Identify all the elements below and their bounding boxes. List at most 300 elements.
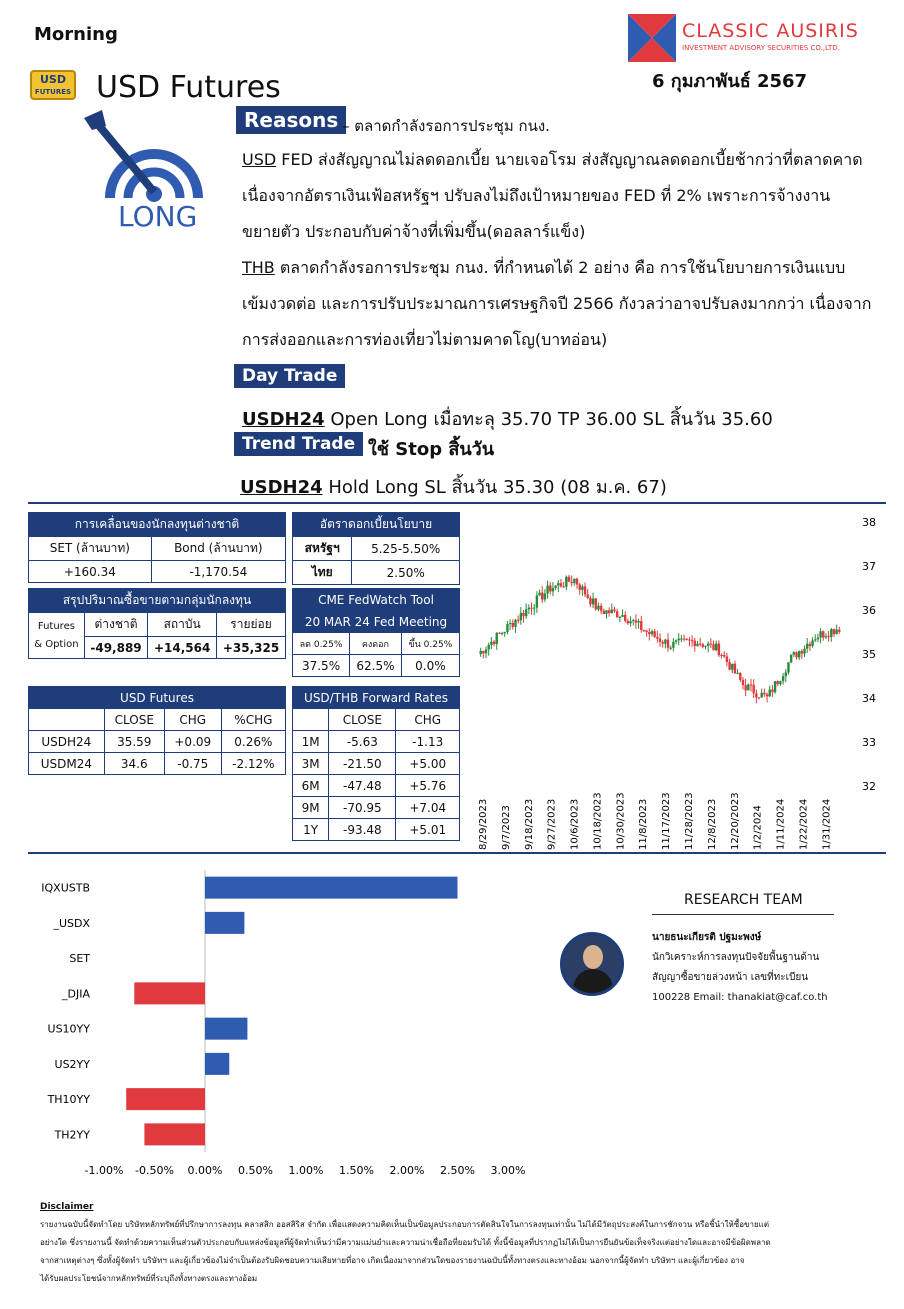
candle-body (629, 621, 631, 623)
candle-body (635, 620, 637, 622)
bar (205, 1018, 247, 1040)
policy-rate-table (292, 512, 460, 585)
category-label: SET (69, 952, 90, 966)
policy-country: สหรัฐฯ (293, 537, 352, 561)
cell: -1.13 (396, 731, 460, 753)
candle-body (517, 620, 519, 621)
divider-top (28, 502, 886, 504)
research-role-1: นักวิเคราะห์การลงทุนปัจจัยพื้นฐานด้าน (652, 952, 820, 963)
candle-body (520, 613, 522, 620)
candle-body (731, 664, 733, 670)
bar (205, 877, 458, 899)
cell: -47.48 (329, 775, 396, 797)
candle-body (782, 676, 784, 681)
x-tick-label: 12/20/2023 (729, 792, 741, 850)
candle-body (747, 685, 749, 691)
x-tick-label: 3.00% (490, 1164, 526, 1177)
candle-body (573, 579, 575, 583)
candle-body (758, 697, 760, 698)
candle-body (608, 610, 610, 613)
candle-body (817, 638, 819, 640)
candle-body (680, 639, 682, 640)
x-tick-label: 1/11/2024 (775, 798, 787, 850)
usd-line-3: ขยายตัว ประกอบกับค่าจ้างที่เพิ่มขึ้น(ดอลลาร์แข็ง) (242, 222, 586, 241)
candle-body (667, 640, 669, 648)
candle-body (774, 681, 776, 692)
candle-body (632, 620, 634, 621)
candle-body (600, 606, 602, 611)
candle-body (581, 586, 583, 589)
candle-body (785, 672, 787, 676)
candle-body (742, 680, 744, 685)
candle-body (493, 642, 495, 644)
usd-futures-header (29, 709, 105, 731)
candle-body (798, 651, 800, 657)
day-trade-symbol: USDH24 (242, 409, 325, 430)
investor-row-label (29, 613, 85, 659)
fedwatch-title: CME FedWatch Tool (293, 589, 460, 611)
candle-body (752, 685, 754, 693)
x-tick-label: 1.00% (288, 1164, 324, 1177)
x-tick-label: 0.50% (238, 1164, 273, 1177)
trend-trade-symbol: USDH24 (240, 477, 323, 498)
candle-body (790, 655, 792, 663)
disclaimer-line: รายงานฉบับนี้จัดทำโดย บริษัทหลักทรัพย์ที่ปรึกษาการลงทุน คลาสสิก ออสสิริส จำกัด เพื่อแสดงความคิดเห็นเป็นข้อมูลประกอบการตัดสินใจในการลงทุนเท่านั้น ไม่ได้มีวัตถุประสงค์ในการชักจวน หรือชี้นำให้ซื้อขายแต่ (40, 1220, 770, 1229)
category-label: TH10YY (47, 1093, 90, 1107)
candle-body (597, 606, 599, 610)
badge-bottom-text: FUTURES (34, 88, 72, 96)
table-row (293, 731, 460, 753)
foreign-flow-title: การเคลื่อนของนักลงทุนต่างชาติ (29, 513, 286, 537)
cell: +7.04 (396, 797, 460, 819)
foreign-flow-table (28, 512, 286, 583)
x-tick-label: 10/6/2023 (569, 798, 581, 850)
candle-body (694, 641, 696, 646)
research-name: นายธนะเกียรติ ปฐมะพงษ์ (652, 932, 762, 943)
candle-body (661, 642, 663, 644)
usd-futures-header: CHG (164, 709, 221, 731)
candle-body (659, 639, 661, 642)
candle-body (479, 651, 481, 654)
candle-body (777, 681, 779, 684)
table-row (293, 797, 460, 819)
brand-logo-icon (628, 14, 676, 62)
category-label: _DJIA (62, 987, 90, 1001)
report-date: 6 กุมภาพันธ์ 2567 (652, 71, 808, 92)
bar (205, 912, 244, 934)
usd-futures-title: USD Futures (29, 687, 286, 709)
candle-body (616, 611, 618, 617)
candle-body (530, 608, 532, 609)
usd-line-2: เนื่องจากอัตราเงินเฟ้อสหรัฐฯ ปรับลงไม่ถึงเป้าหมายของ FED ที่ 2% เพราะการจ้างงาน (242, 186, 831, 205)
candle-body (830, 629, 832, 637)
candle-body (761, 693, 763, 698)
candle-body (554, 585, 556, 587)
avatar (560, 932, 624, 996)
candle-body (664, 640, 666, 644)
candle-body (525, 609, 527, 616)
disclaimer-line: อย่างใด ซึ่งรายงานนี้ จัดทำด้วยความเห็นส่วนตัวประกอบกับแหล่งข้อมูลที่ผู้จัดทำเห็นว่ามีความแม่นยำและความน่าเชื่อถือที่ยอมรับได้ ทั้งนี้ข้อมูลที่ปรากฏไม่ได้เป็นการยืนยันข้อเท็จจริงแต่อย่างใดและอาจมีข้อผิดพลาด (40, 1238, 771, 1247)
candle-body (562, 586, 564, 587)
candle-body (621, 615, 623, 617)
x-tick-label: 2.00% (389, 1164, 425, 1177)
research-title-underline (652, 914, 834, 915)
candle-body (702, 644, 704, 647)
candle-body (825, 636, 827, 637)
candle-body (549, 585, 551, 591)
candle-body (691, 640, 693, 641)
candle-body (715, 644, 717, 651)
day-trade-line (242, 404, 773, 433)
y-tick-label: 36 (862, 604, 876, 617)
usd-line-1: FED ส่งสัญญาณไม่ลดดอกเบี้ย นายเจอโรม ส่งสัญญาณลดดอกเบี้ยช้ากว่าที่ตลาดคาด (281, 150, 863, 169)
candle-body (710, 644, 712, 645)
table-row (29, 731, 286, 753)
trend-trade-text: Hold Long SL สิ้นวัน 35.30 (08 ม.ค. 67) (328, 477, 667, 498)
research-role-2: สัญญาซื้อขายล่วงหน้า เลขที่ทะเบียน (652, 972, 809, 983)
thb-tag: THB (242, 258, 275, 277)
y-tick-label: 33 (862, 736, 876, 749)
x-tick-label: 1.50% (339, 1164, 374, 1177)
cell: +5.76 (396, 775, 460, 797)
x-tick-label: 9/18/2023 (523, 798, 535, 850)
candle-body (720, 655, 722, 656)
candle-body (490, 642, 492, 645)
reasons-headline: – ตลาดกำลังรอการประชุม กนง. (342, 117, 550, 135)
badge-top-text: USD (40, 73, 66, 86)
candle-body (755, 693, 757, 697)
candle-body (814, 639, 816, 640)
candle-body (624, 615, 626, 621)
candle-body (675, 640, 677, 641)
cell: USDH24 (29, 731, 105, 753)
forward-header: CLOSE (329, 709, 396, 731)
candle-body (707, 644, 709, 646)
policy-rate-title: อัตราดอกเบี้ยนโยบาย (293, 513, 460, 537)
candle-body (645, 631, 647, 632)
candle-body (712, 644, 714, 650)
reasons-tag: Reasons (236, 106, 346, 134)
disclaimer (40, 1198, 880, 1288)
candle-body (769, 690, 771, 697)
product-title: USD Futures (96, 70, 281, 105)
bar (144, 1123, 205, 1145)
investor-value: +35,325 (217, 637, 286, 659)
row-label-1: Futures (37, 620, 75, 632)
y-tick-label: 35 (862, 648, 876, 661)
candle-body (627, 621, 629, 623)
stance-label: LONG (118, 200, 198, 233)
x-tick-label: 2.50% (440, 1164, 475, 1177)
candle-body (488, 645, 490, 650)
candle-body (546, 585, 548, 593)
table-row (293, 819, 460, 841)
foreign-flow-col1: SET (ล้านบาท) (29, 537, 152, 561)
candle-body (686, 639, 688, 640)
x-tick-label: -0.50% (135, 1164, 174, 1177)
candle-body (827, 636, 829, 637)
candle-body (736, 673, 738, 674)
candle-body (544, 594, 546, 600)
research-info (652, 928, 828, 1008)
candle-body (803, 649, 805, 654)
x-tick-label: 1/2/2024 (752, 805, 764, 850)
x-tick-label: 10/18/2023 (592, 792, 604, 850)
cell: +5.00 (396, 753, 460, 775)
usd-candle-chart (468, 510, 886, 850)
x-tick-label: 11/17/2023 (661, 792, 673, 850)
y-tick-label: 38 (862, 516, 876, 529)
fedwatch-value: 0.0% (401, 655, 459, 677)
category-label: US10YY (47, 1022, 90, 1036)
table-row (293, 753, 460, 775)
cell: -5.63 (329, 731, 396, 753)
investor-header: รายย่อย (217, 613, 286, 637)
candle-body (750, 685, 752, 686)
candle-body (611, 610, 613, 613)
candle-body (498, 633, 500, 634)
cell: +5.01 (396, 819, 460, 841)
category-label: US2YY (54, 1057, 90, 1071)
candle-body (496, 633, 498, 644)
candle-body (538, 593, 540, 596)
investor-value: -49,889 (84, 637, 147, 659)
candle-body (763, 693, 765, 695)
candle-body (806, 644, 808, 649)
candle-body (656, 637, 658, 639)
candle-body (587, 595, 589, 598)
cell: -93.48 (329, 819, 396, 841)
cell: -0.75 (164, 753, 221, 775)
candle-body (648, 632, 650, 634)
category-label: TH2YY (54, 1128, 90, 1142)
candle-body (787, 662, 789, 672)
candle-body (801, 651, 803, 653)
bar (126, 1088, 205, 1110)
cell: -2.12% (221, 753, 285, 775)
session-label: Morning (34, 24, 118, 45)
trend-trade-note: ใช้ Stop สิ้นวัน (368, 439, 495, 460)
forward-header (293, 709, 329, 731)
usd-tag: USD (242, 150, 277, 169)
disclaimer-title: Disclaimer (40, 1202, 94, 1212)
candle-body (482, 651, 484, 653)
candle-body (744, 685, 746, 690)
candle-body (512, 623, 514, 627)
candle-body (795, 652, 797, 657)
candle-body (699, 644, 701, 645)
candle-body (766, 694, 768, 696)
target-icon (82, 108, 212, 208)
table-row (29, 753, 286, 775)
cell: -70.95 (329, 797, 396, 819)
candle-body (779, 681, 781, 684)
candle-body (485, 649, 487, 653)
y-tick-label: 34 (862, 692, 876, 705)
candle-body (651, 631, 653, 634)
candle-body (726, 656, 728, 662)
candle-body (541, 593, 543, 600)
bar (134, 982, 205, 1004)
market-change-bar-chart (28, 862, 558, 1182)
candle-body (560, 583, 562, 586)
candle-body (835, 630, 837, 634)
disclaimer-line: จากสาเหตุต่างๆ ซึ่งทั้งผู้จัดทำ บริษัทฯ และผู้เกี่ยวข้องไม่จำเป็นต้องรับผิดชอบความเสียหายที่อาจ เกิดเนื่องมาจากส่วนใดของรายงานฉบับนี้ทั้งทางตรงและทางอ้อม นอกจากนี้ผู้จัดทำ บริษัทฯ และผู้เกี่ยวข้อง อาจ (40, 1256, 745, 1265)
cell: 0.26% (221, 731, 285, 753)
x-tick-label: 9/27/2023 (546, 798, 558, 850)
category-label: IQXUSTB (41, 881, 90, 895)
fedwatch-value: 62.5% (350, 655, 402, 677)
cell: +0.09 (164, 731, 221, 753)
candle-body (522, 613, 524, 616)
candle-body (568, 577, 570, 582)
candle-body (683, 639, 685, 640)
x-tick-label: 0.00% (187, 1164, 223, 1177)
category-label: _USDX (53, 916, 90, 930)
candle-body (678, 639, 680, 641)
candle-body (576, 579, 578, 585)
candle-body (670, 648, 672, 649)
trend-trade-tag: Trend Trade (234, 432, 363, 456)
fedwatch-table (292, 588, 460, 677)
usd-futures-table (28, 686, 286, 775)
divider-mid (28, 852, 886, 854)
candle-body (605, 610, 607, 614)
candle-body (506, 624, 508, 632)
usd-futures-badge (30, 70, 76, 100)
y-tick-label: 37 (862, 560, 876, 573)
avatar-head (583, 945, 603, 969)
research-title: RESEARCH TEAM (684, 892, 803, 908)
candle-body (718, 644, 720, 655)
candle-body (696, 644, 698, 646)
brand-sub: INVESTMENT ADVISORY SECURITIES CO.,LTD. (682, 44, 840, 52)
candle-body (528, 608, 530, 610)
bar (205, 1053, 229, 1075)
investor-summary-title: สรุปปริมาณซื้อขายตามกลุ่มนักลงทุน (29, 589, 286, 613)
candle-body (619, 617, 621, 618)
foreign-flow-val1: +160.34 (29, 561, 152, 583)
candle-body (723, 655, 725, 656)
candle-body (672, 642, 674, 648)
candle-body (504, 632, 506, 633)
thb-line-3: การส่งออกและการท่องเที่ยวไม่ตามคาดโญ(บาทอ่อน) (242, 330, 608, 349)
candle-body (640, 621, 642, 630)
avatar-body (573, 969, 613, 996)
investor-value: +14,564 (148, 637, 217, 659)
candle-body (833, 629, 835, 634)
day-trade-tag: Day Trade (234, 364, 345, 388)
candle-body (579, 584, 581, 589)
candle-body (584, 586, 586, 594)
research-contact: 100228 Email: thanakiat@caf.co.th (652, 992, 828, 1003)
candle-body (536, 595, 538, 607)
candle-body (592, 598, 594, 604)
table-row (293, 775, 460, 797)
cell: 34.6 (104, 753, 164, 775)
cell: -21.50 (329, 753, 396, 775)
x-tick-label: 1/31/2024 (821, 798, 833, 850)
candle-body (771, 690, 773, 693)
brand-name: CLASSIC AUSIRIS (682, 20, 859, 42)
x-tick-label: 11/28/2023 (684, 792, 696, 850)
candle-body (653, 631, 655, 637)
fedwatch-header: ขึ้น 0.25% (401, 633, 459, 655)
candle-body (734, 664, 736, 674)
candle-body (514, 620, 516, 627)
forward-rates-table (292, 686, 460, 841)
candle-body (838, 630, 840, 632)
policy-rate-value: 5.25-5.50% (352, 537, 460, 561)
candle-body (809, 644, 811, 646)
candle-body (793, 652, 795, 655)
candle-body (501, 633, 503, 634)
candle-body (811, 640, 813, 646)
candle-body (565, 577, 567, 587)
candle-body (533, 608, 535, 609)
fedwatch-subtitle: 20 MAR 24 Fed Meeting (293, 611, 460, 633)
investor-header: ต่างชาติ (84, 613, 147, 637)
cell: 1M (293, 731, 329, 753)
cell: USDM24 (29, 753, 105, 775)
candle-body (637, 621, 639, 622)
y-tick-label: 32 (862, 780, 876, 793)
x-tick-label: 8/29/2023 (478, 798, 489, 850)
x-tick-label: -1.00% (84, 1164, 124, 1177)
candle-body (509, 623, 511, 624)
investor-header: สถาบัน (148, 613, 217, 637)
candle-body (704, 646, 706, 647)
candle-body (643, 630, 645, 631)
thb-line-2: เข้มงวดต่อ และการปรับประมาณการเศรษฐกิจปี 2566 กังวลว่าอาจปรับลงมากกว่า เนื่องจาก (242, 294, 872, 313)
disclaimer-line: ได้รับผลประโยชน์จากหลักทรัพย์ที่ระบุถึงทั้งทางตรงและทางอ้อม (40, 1274, 258, 1283)
usd-futures-header: CLOSE (104, 709, 164, 731)
cell: 9M (293, 797, 329, 819)
cell: 3M (293, 753, 329, 775)
foreign-flow-col2: Bond (ล้านบาท) (151, 537, 285, 561)
cell: 35.59 (104, 731, 164, 753)
candle-body (595, 598, 597, 609)
candle-body (613, 610, 615, 612)
trend-trade-line (240, 472, 667, 501)
row-label-2: & Option (34, 638, 79, 650)
candle-body (557, 583, 559, 585)
cell: 6M (293, 775, 329, 797)
forward-rates-title: USD/THB Forward Rates (293, 687, 460, 709)
candle-body (822, 631, 824, 637)
fedwatch-value: 37.5% (293, 655, 350, 677)
foreign-flow-val2: -1,170.54 (151, 561, 285, 583)
candle-body (688, 640, 690, 641)
candle-body (728, 662, 730, 670)
x-tick-label: 12/8/2023 (706, 798, 718, 850)
candle-body (552, 588, 554, 592)
usd-reason-block (242, 142, 892, 358)
candle-body (570, 582, 572, 583)
usd-futures-header: %CHG (221, 709, 285, 731)
candle-body (589, 598, 591, 604)
candle-body (603, 611, 605, 614)
thb-line-1: ตลาดกำลังรอการประชุม กนง. ที่กำหนดได้ 2 อย่าง คือ การใช้นโยบายการเงินแบบ (279, 258, 846, 277)
x-tick-label: 1/22/2024 (798, 798, 810, 850)
investor-summary-table (28, 588, 286, 659)
fedwatch-header: คงดอก (350, 633, 402, 655)
policy-rate-value: 2.50% (352, 561, 460, 585)
policy-country: ไทย (293, 561, 352, 585)
forward-header: CHG (396, 709, 460, 731)
x-tick-label: 10/30/2023 (615, 792, 627, 850)
candle-body (819, 631, 821, 637)
